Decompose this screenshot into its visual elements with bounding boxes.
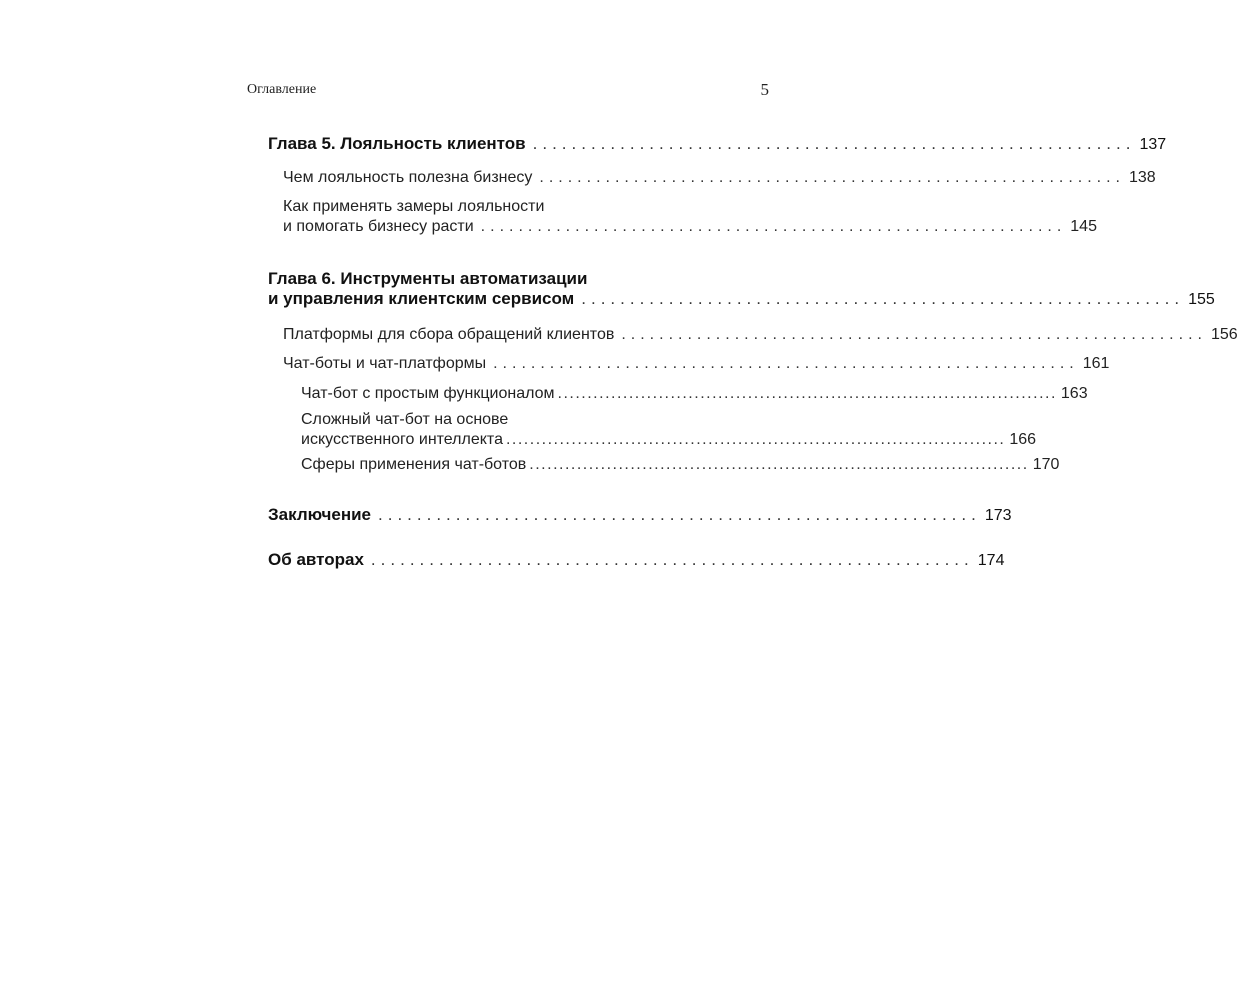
- dot-leader: ..............................................................: [480, 218, 1067, 235]
- dot-leader: ....................................................................................: [557, 385, 1057, 402]
- dot-leader: ....................................................................................: [505, 431, 1006, 448]
- toc-subsection-chatbot-uses[interactable]: [301, 455, 1060, 475]
- running-title: Оглавление: [247, 82, 317, 97]
- toc-entry-title: Чат-боты и чат-платформы: [283, 355, 487, 372]
- toc-subsection-ai-chatbot[interactable]: [301, 410, 1037, 450]
- toc-entry-page: 138: [1129, 169, 1156, 186]
- toc-entry-title: Сферы применения чат-ботов: [301, 456, 527, 473]
- toc-entry-page: 163: [1060, 385, 1088, 402]
- toc-entry-page: 174: [977, 552, 1005, 569]
- toc-entry-title: Платформы для сбора обращений клиентов: [283, 326, 615, 343]
- toc-entry-title: и помогать бизнесу расти: [283, 218, 474, 235]
- toc-entry-title: Глава 5. Лояльность клиентов: [268, 134, 526, 153]
- toc-entry-title: искусственного интеллекта: [301, 431, 503, 448]
- dot-leader: ....................................................................................: [529, 456, 1029, 473]
- toc-section-request-platforms[interactable]: [283, 325, 1238, 345]
- toc-entry-title: Чем лояльность полезна бизнесу: [283, 169, 533, 186]
- toc-section-loyalty-measurement[interactable]: [283, 197, 1097, 237]
- toc-conclusion[interactable]: [268, 505, 1012, 526]
- toc-entry-page: 166: [1009, 431, 1037, 448]
- dot-leader: ..............................................................: [370, 550, 974, 569]
- dot-leader: ..............................................................: [493, 355, 1079, 372]
- page-number: 5: [760, 80, 769, 99]
- toc-entry-title: и управления клиентским сервисом: [268, 289, 575, 308]
- toc-entry-page: 155: [1188, 291, 1215, 308]
- dot-leader: ..............................................................: [581, 289, 1185, 308]
- toc-entry-page: 170: [1032, 456, 1060, 473]
- toc-entry-title-line: Как применять замеры лояльности: [283, 198, 545, 215]
- toc-subsection-simple-chatbot[interactable]: [301, 384, 1088, 404]
- toc-entry-title: Об авторах: [268, 550, 364, 569]
- dot-leader: ..............................................................: [378, 505, 981, 524]
- toc-chapter-5[interactable]: [268, 134, 1167, 155]
- toc-entry-page: 156: [1210, 326, 1238, 343]
- toc-entry-title: Чат-бот с простым функционалом: [301, 385, 555, 402]
- toc-entry-title: Заключение: [268, 505, 371, 524]
- dot-leader: ..............................................................: [621, 326, 1207, 343]
- dot-leader: ..............................................................: [539, 169, 1125, 186]
- toc-entry-title-line: Сложный чат-бот на основе: [301, 411, 509, 428]
- toc-about-authors[interactable]: [268, 550, 1005, 571]
- dot-leader: ..............................................................: [532, 134, 1136, 153]
- toc-section-loyalty-benefit[interactable]: [283, 168, 1156, 188]
- toc-section-chatbots[interactable]: [283, 354, 1110, 374]
- toc-entry-page: 137: [1139, 136, 1167, 153]
- toc-entry-page: 145: [1070, 218, 1097, 235]
- toc-entry-page: 161: [1082, 355, 1110, 372]
- toc-chapter-6[interactable]: [268, 269, 1215, 310]
- toc-entry-page: 173: [984, 507, 1012, 524]
- toc-entry-title-line: Глава 6. Инструменты автоматизации: [268, 269, 588, 288]
